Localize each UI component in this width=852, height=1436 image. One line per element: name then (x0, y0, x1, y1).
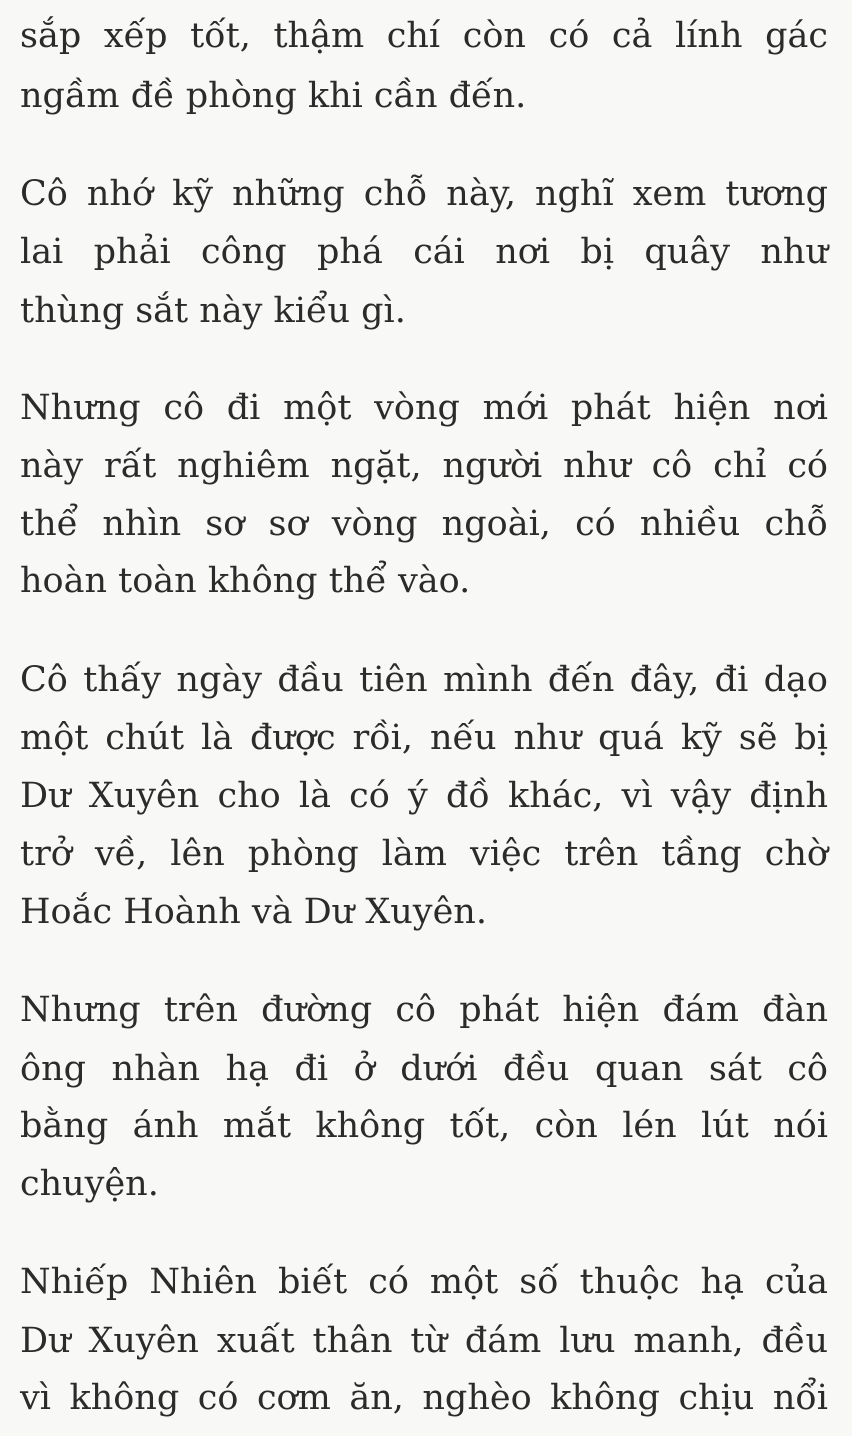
text-line: một chút là được rồi, nếu như quá kỹ sẽ bị (20, 718, 828, 758)
text-line: Nhiếp Nhiên biết có một số thuộc hạ của (20, 1262, 828, 1302)
text-line: thể nhìn sơ sơ vòng ngoài, có nhiều chỗ (20, 504, 828, 544)
text-line: Hoắc Hoành và Dư Xuyên. (20, 892, 487, 932)
text-line: thùng sắt này kiểu gì. (20, 291, 406, 331)
text-line: Nhưng cô đi một vòng mới phát hiện nơi (20, 388, 828, 428)
text-line: vì không có cơm ăn, nghèo không chịu nổi (20, 1378, 828, 1418)
text-line: Nhưng trên đường cô phát hiện đám đàn (20, 990, 828, 1030)
text-line: Dư Xuyên xuất thân từ đám lưu manh, đều (20, 1321, 828, 1361)
text-line: Dư Xuyên cho là có ý đồ khác, vì vậy định (20, 776, 828, 816)
text-line: chuyện. (20, 1164, 159, 1204)
text-line: lai phải công phá cái nơi bị quây như (20, 232, 828, 272)
text-line: Cô thấy ngày đầu tiên mình đến đây, đi dạo (20, 660, 828, 700)
text-line: hoàn toàn không thể vào. (20, 561, 471, 601)
text-line: sắp xếp tốt, thậm chí còn có cả lính gác (20, 16, 828, 56)
text-line: bằng ánh mắt không tốt, còn lén lút nói (20, 1106, 828, 1146)
text-line: Cô nhớ kỹ những chỗ này, nghĩ xem tương (20, 174, 828, 214)
text-line: ông nhàn hạ đi ở dưới đều quan sát cô (20, 1049, 828, 1089)
text-line: này rất nghiêm ngặt, người như cô chỉ có (20, 446, 828, 486)
text-line: ngầm đề phòng khi cần đến. (20, 76, 527, 116)
text-line: trở về, lên phòng làm việc trên tầng chờ (20, 834, 828, 874)
